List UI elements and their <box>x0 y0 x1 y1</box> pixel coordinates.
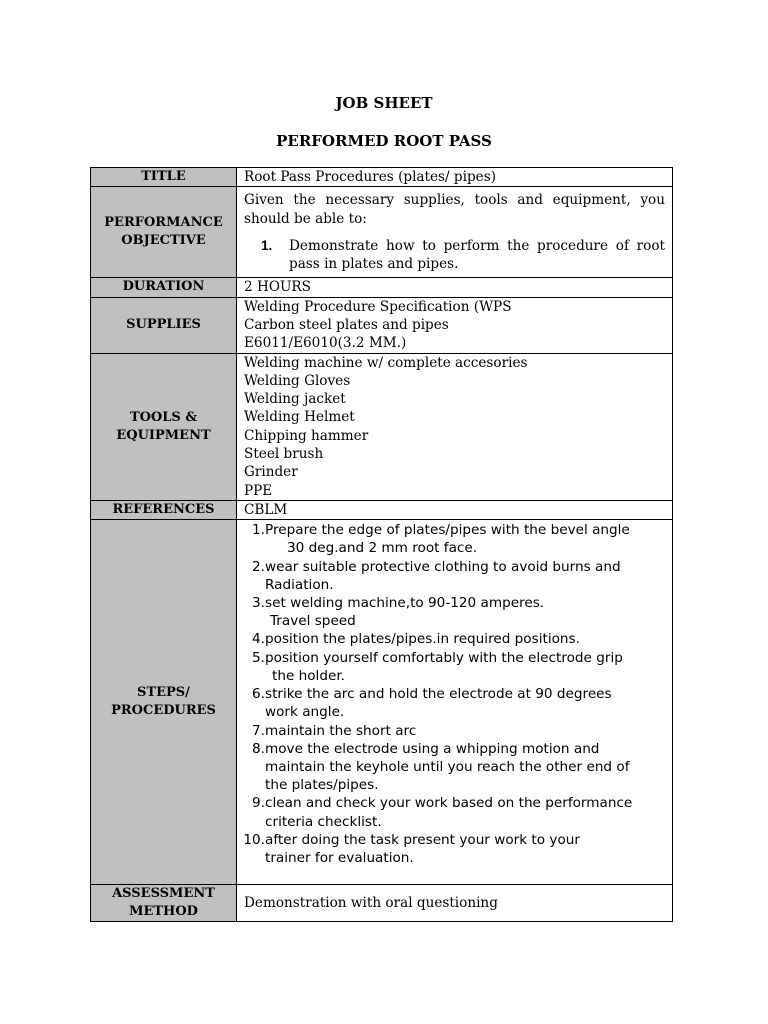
step-text: strike the arc and hold the electrode at 90 degrees <box>265 686 612 703</box>
step-text: after doing the task present your work to your <box>265 831 580 848</box>
assessment-value: Demonstration with oral questioning <box>237 885 673 922</box>
row-references <box>91 500 673 519</box>
step-number: 2. <box>252 558 265 575</box>
tools-item: Chipping hammer <box>244 427 369 444</box>
step-number: 9. <box>252 795 265 812</box>
step-text: move the electrode using a whipping motion and <box>265 740 600 757</box>
supplies-cell <box>237 297 673 353</box>
row-tools-equipment <box>91 353 673 500</box>
row-supplies <box>91 297 673 353</box>
step-text-continued: 30 deg.and 2 mm root face. <box>287 540 478 557</box>
step-text-continued: trainer for evaluation. <box>265 849 414 866</box>
step-text: position the plates/pipes.in required positions. <box>265 631 580 648</box>
row-duration <box>91 278 673 297</box>
step-number: 3. <box>252 595 265 612</box>
step-item <box>241 558 665 594</box>
step-item <box>241 649 665 685</box>
supplies-label: SUPPLIES <box>91 297 237 353</box>
steps-label-line2: PROCEDURES <box>111 703 216 719</box>
references-label: REFERENCES <box>91 500 237 519</box>
objective-label-line1: PERFORMANCE <box>104 215 223 231</box>
step-text-continued: the plates/pipes. <box>265 777 379 794</box>
step-item <box>241 594 665 630</box>
step-text-continued: work angle. <box>265 704 345 721</box>
tools-label-line1: TOOLS & <box>129 409 198 425</box>
objective-item <box>244 237 665 274</box>
duration-label: DURATION <box>91 278 237 297</box>
step-text: clean and check your work based on the performance <box>265 795 633 812</box>
supplies-item: Carbon steel plates and pipes <box>244 316 449 333</box>
step-item <box>241 630 665 648</box>
tools-item: Welding Helmet <box>244 409 355 426</box>
duration-value: 2 HOURS <box>237 278 673 297</box>
tools-item: Grinder <box>244 464 298 481</box>
tools-item: PPE <box>244 482 273 499</box>
objective-label <box>91 187 237 278</box>
tools-cell <box>237 353 673 500</box>
row-performance-objective <box>91 187 673 278</box>
supplies-item: E6011/E6010(3.2 MM.) <box>244 335 407 352</box>
step-item <box>241 740 665 795</box>
tools-item: Welding jacket <box>244 391 346 408</box>
steps-label-line1: STEPS/ <box>137 685 190 701</box>
step-text: maintain the short arc <box>265 722 417 739</box>
step-text: Prepare the edge of plates/pipes with the bevel angle <box>265 522 630 539</box>
step-item <box>241 831 665 867</box>
step-number: 8. <box>252 740 265 757</box>
title-value: Root Pass Procedures (plates/ pipes) <box>237 168 673 187</box>
row-steps <box>91 520 673 885</box>
objective-label-line2: OBJECTIVE <box>121 233 206 249</box>
step-number: 4. <box>252 631 265 648</box>
objective-item-text: Demonstrate how to perform the procedure of root pass in plates and pipes. <box>289 237 665 273</box>
step-number: 5. <box>252 649 265 666</box>
assessment-label <box>91 885 237 922</box>
tools-label-line2: EQUIPMENT <box>116 427 211 443</box>
references-value: CBLM <box>237 500 673 519</box>
objective-cell <box>237 187 673 278</box>
step-number: 7. <box>252 722 265 739</box>
step-text-continued: Travel speed <box>270 613 356 630</box>
tools-label <box>91 353 237 500</box>
title-label: TITLE <box>91 168 237 187</box>
step-text: set welding machine,to 90-120 amperes. <box>265 595 545 612</box>
step-text-continued: Radiation. <box>265 576 334 593</box>
supplies-item: Welding Procedure Specification (WPS <box>244 298 512 315</box>
step-number: 6. <box>252 686 265 703</box>
document-title: JOB SHEET <box>335 94 433 112</box>
document-subtitle: PERFORMED ROOT PASS <box>276 132 492 150</box>
objective-item-number: 1. <box>261 237 273 253</box>
step-item <box>241 722 665 740</box>
assessment-label-line1: ASSESSMENT <box>112 886 215 902</box>
step-number: 10. <box>243 831 265 848</box>
tools-item: Welding Gloves <box>244 372 351 389</box>
step-item <box>241 794 665 830</box>
step-text: wear suitable protective clothing to avoid burns and <box>265 558 621 575</box>
step-number: 1. <box>252 522 265 539</box>
row-assessment-method <box>91 885 673 922</box>
step-item <box>241 521 665 557</box>
tools-item: Steel brush <box>244 446 324 463</box>
steps-label <box>91 520 237 885</box>
step-item <box>241 685 665 721</box>
tools-item: Welding machine w/ complete accesories <box>244 354 528 371</box>
row-title <box>91 168 673 187</box>
assessment-label-line2: METHOD <box>129 904 198 920</box>
step-text: position yourself comfortably with the electrode grip <box>265 649 623 666</box>
steps-cell <box>237 520 673 885</box>
step-text-continued: criteria checklist. <box>265 813 382 830</box>
objective-intro: Given the necessary supplies, tools and equipment, you should be able to: <box>244 192 665 227</box>
job-sheet-table <box>90 167 673 922</box>
step-text-continued: the holder. <box>272 667 345 684</box>
step-text-continued: maintain the keyhole until you reach the other end of <box>265 758 630 775</box>
